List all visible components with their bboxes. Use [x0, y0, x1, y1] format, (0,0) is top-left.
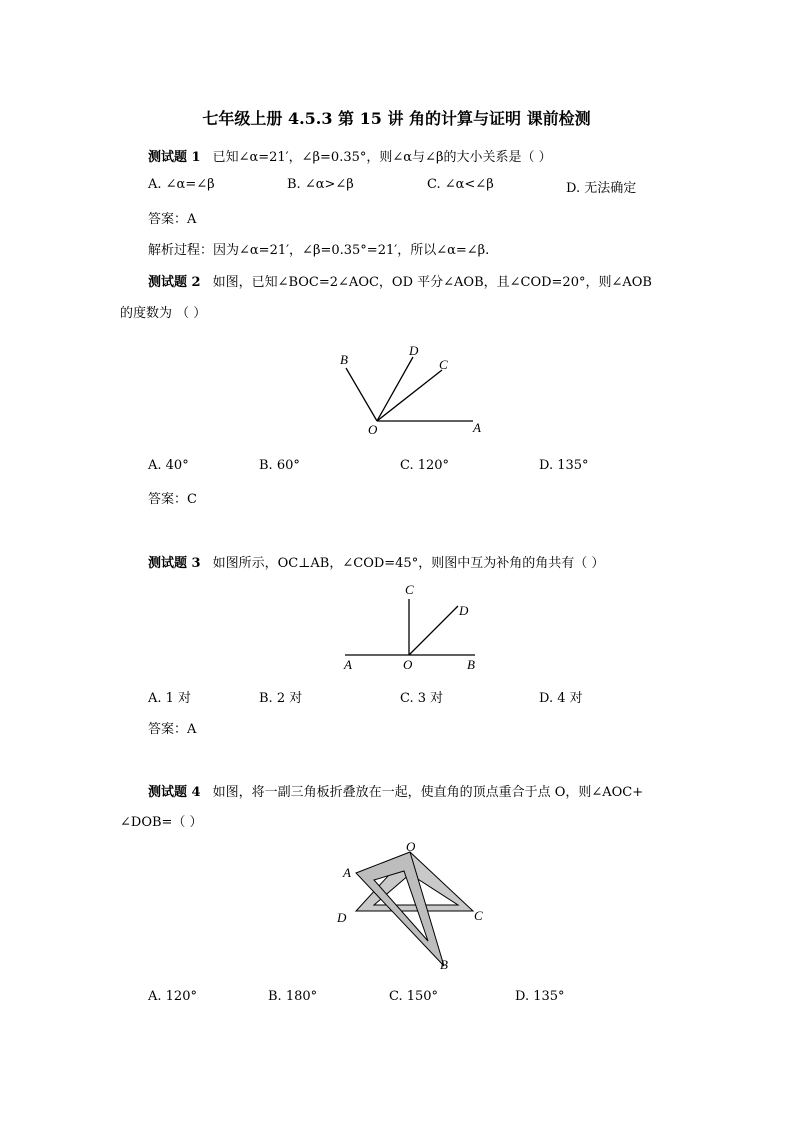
q2-label-d: D	[409, 343, 419, 358]
q4-label-o: O	[406, 839, 416, 854]
q3-label: 测试题 3	[148, 556, 201, 571]
q4-figure	[330, 838, 500, 976]
q2-figure	[330, 340, 500, 440]
q2-stem: 如图，已知∠BOC=2∠AOC，OD 平分∠AOB，且∠COD=20°，则∠AOB	[212, 275, 652, 290]
q2-answer: 答案：C	[148, 492, 197, 507]
q4-label-b: B	[440, 957, 448, 972]
page-title: 七年级上册 4.5.3 第 15 讲 角的计算与证明 课前检测	[202, 109, 591, 128]
q2-option-d: D. 135°	[539, 458, 589, 473]
q1-label: 测试题 1	[148, 150, 201, 165]
q4-option-d: D. 135°	[515, 989, 565, 1004]
q2-option-b: B. 60°	[259, 458, 300, 473]
q2-stem-cont: 的度数为 （ ）	[120, 306, 207, 321]
q1-stem: 已知∠α=21′，∠β=0.35°，则∠α与∠β的大小关系是（ ）	[212, 150, 552, 165]
q4-stem-line	[148, 781, 643, 800]
q3-option-c: C. 3 对	[400, 691, 444, 706]
q1-option-d: D. 无法确定	[566, 181, 637, 196]
q4-option-b: B. 180°	[268, 989, 318, 1004]
q3-label-b: B	[467, 657, 475, 672]
q4-option-a: A. 120°	[148, 989, 197, 1004]
q4-option-c: C. 150°	[389, 989, 439, 1004]
q2-ray-ob	[346, 368, 377, 421]
q1-option-c: C. ∠α<∠β	[427, 177, 494, 192]
q4-label-a: A	[343, 865, 351, 880]
q2-label: 测试题 2	[148, 275, 201, 290]
q1-stem-line	[148, 146, 552, 165]
q4-label-c: C	[474, 908, 483, 923]
q2-option-c: C. 120°	[400, 458, 450, 473]
q2-label-a: A	[473, 420, 481, 435]
q3-label-d: D	[459, 603, 469, 618]
q2-stem-line	[148, 271, 652, 290]
q3-figure	[335, 578, 485, 673]
q3-option-d: D. 4 对	[539, 691, 583, 706]
q2-label-b: B	[340, 352, 348, 367]
q3-option-b: B. 2 对	[259, 691, 303, 706]
q2-label-o: O	[368, 422, 378, 437]
q1-explanation: 解析过程：因为∠α=21′，∠β=0.35°=21′，所以∠α=∠β.	[148, 243, 490, 258]
q3-label-a: A	[344, 657, 352, 672]
q1-option-a: A. ∠α=∠β	[148, 177, 215, 192]
q1-answer: 答案：A	[148, 212, 197, 227]
q3-label-c: C	[405, 582, 414, 597]
q1-option-b: B. ∠α>∠β	[287, 177, 354, 192]
q3-option-a: A. 1 对	[148, 691, 192, 706]
q4-label: 测试题 4	[148, 785, 201, 800]
q3-answer: 答案：A	[148, 722, 197, 737]
q2-ray-oc	[377, 370, 442, 421]
q4-stem-cont: ∠DOB=（ ）	[120, 815, 203, 830]
q4-label-d: D	[337, 910, 347, 925]
q3-label-o: O	[403, 657, 413, 672]
q3-stem-line	[148, 552, 604, 571]
q2-option-a: A. 40°	[148, 458, 189, 473]
q3-ray-od	[409, 606, 458, 655]
q2-ray-od	[377, 357, 413, 421]
q2-label-c: C	[439, 357, 448, 372]
q3-stem: 如图所示，OC⊥AB，∠COD=45°，则图中互为补角的角共有（ ）	[212, 556, 605, 571]
q4-stem: 如图，将一副三角板折叠放在一起，使直角的顶点重合于点 O，则∠AOC+	[212, 785, 644, 800]
